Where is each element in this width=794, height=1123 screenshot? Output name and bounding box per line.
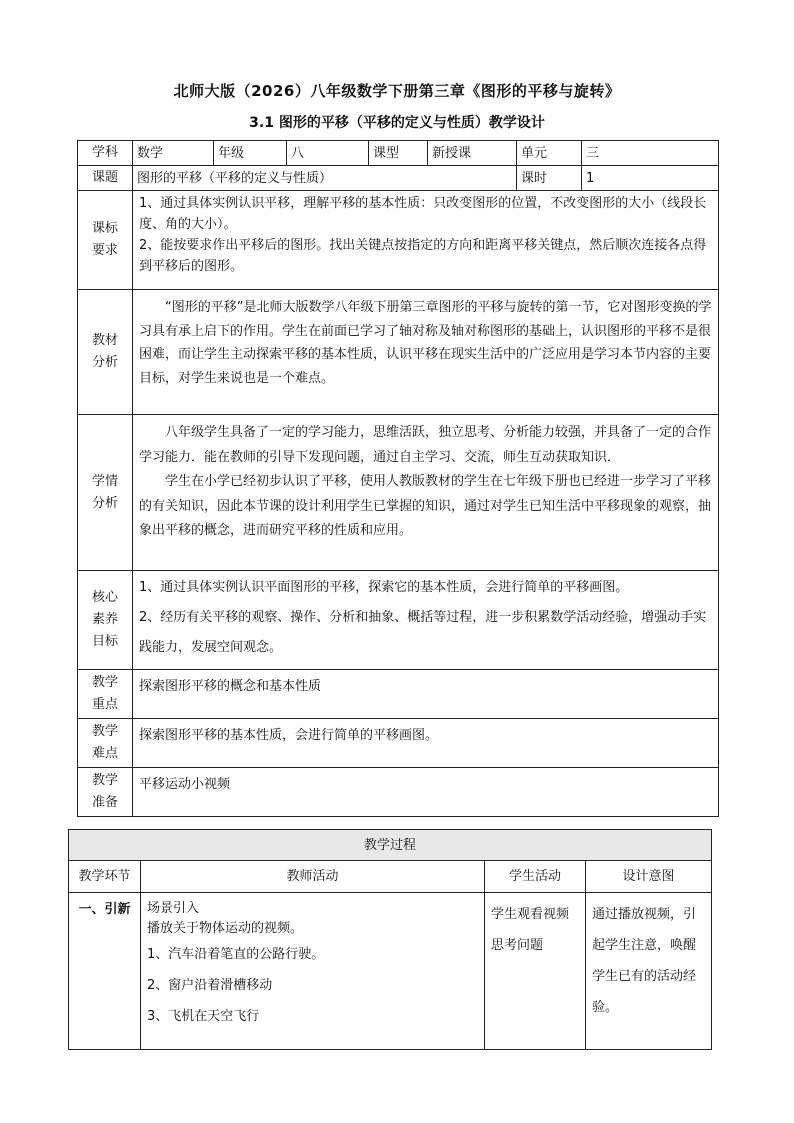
key-text: 探索图形平移的概念和基本性质 [133, 670, 719, 719]
core-item: 2、经历有关平移的观察、操作、分析和抽象、概括等过程，进一步积累数学活动经验，增强动手实践能力，发展空间观念。 [139, 610, 707, 655]
info-row-difficult [78, 719, 719, 768]
process-title-row [69, 830, 712, 861]
core-label: 核心素养目标 [78, 571, 133, 670]
students-text [133, 415, 719, 571]
student-header: 学生活动 [485, 861, 586, 893]
info-row-prep [78, 768, 719, 817]
info-row-topic [78, 166, 719, 191]
students-paragraph: 学生在小学已经初步认识了平移，使用人教版教材的学生在七年级下册也已经进一步学习了平移的有关知识，因此本节课的设计利用学生已掌握的知识，通过对学生已知生活中平移现象的观察，抽象出平移的概念，进而研究平移的性质和应用。 [139, 474, 712, 538]
teacher-line: 场景引入 [147, 901, 200, 916]
teacher-line: 播放关于物体运动的视频。 [147, 921, 304, 936]
unit-label: 单元 [517, 141, 582, 166]
textbook-text [133, 290, 719, 415]
teacher-line: 1、汽车沿着笔直的公路行驶。 [147, 947, 325, 962]
subject-label: 学科 [78, 141, 133, 166]
process-header-row [69, 861, 712, 893]
info-row-key [78, 670, 719, 719]
difficult-label: 教学难点 [78, 719, 133, 768]
hours-value: 1 [582, 166, 719, 191]
topic-label: 课题 [78, 166, 133, 191]
students-label: 学情分析 [78, 415, 133, 571]
teacher-cell [141, 893, 485, 1050]
info-row-basic [78, 141, 719, 166]
subject-value: 数学 [133, 141, 214, 166]
difficult-text: 探索图形平移的基本性质，会进行简单的平移画图。 [133, 719, 719, 768]
teacher-line: 2、窗户沿着滑槽移动 [147, 978, 273, 993]
document-subtitle: 3.1 图形的平移（平移的定义与性质）教学设计 [249, 115, 545, 131]
standard-text [133, 191, 719, 290]
intent-header: 设计意图 [586, 861, 712, 893]
unit-value: 三 [582, 141, 719, 166]
core-item: 1、通过具体实例认识平面图形的平移，探索它的基本性质，会进行简单的平移画图。 [139, 580, 629, 595]
standard-label: 课标要求 [78, 191, 133, 290]
grade-value: 八 [287, 141, 369, 166]
info-row-core [78, 571, 719, 670]
textbook-label: 教材分析 [78, 290, 133, 415]
hours-label: 课时 [517, 166, 582, 191]
type-value: 新授课 [428, 141, 517, 166]
document-title: 北师大版（2026）八年级数学下册第三章《图形的平移与旋转》 [173, 82, 621, 100]
textbook-paragraph: “图形的平移”是北师大版数学八年级下册第三章图形的平移与旋转的第一节，它对图形变换的学习具有承上启下的作用。学生在前面已学习了轴对称及轴对称图形的基础上，认识图形的平移不是很困难，而让学生主动探索平移的基本性质，认识平移在现实生活中的广泛应用是学习本节内容的主要目标，对学生来说也是一个难点。 [139, 300, 712, 386]
process-row [69, 893, 712, 1050]
process-title: 教学过程 [69, 830, 712, 861]
stage-header: 教学环节 [69, 861, 141, 893]
core-text [133, 571, 719, 670]
info-row-students [78, 415, 719, 571]
students-paragraph: 八年级学生具备了一定的学习能力，思维活跃，独立思考、分析能力较强，并具备了一定的合作学习能力．能在教师的引导下发现问题，通过自主学习、交流，师生互动获取知识． [139, 425, 712, 465]
intent-cell: 通过播放视频，引起学生注意，唤醒学生已有的活动经验。 [586, 893, 712, 1050]
teacher-line: 3、飞机在天空飞行 [147, 1009, 260, 1024]
info-row-standard [78, 191, 719, 290]
standard-item: 2、能按要求作出平移后的图形。找出关键点按指定的方向和距离平移关键点，然后顺次连接各点得到平移后的图形。 [139, 238, 707, 274]
prep-label: 教学准备 [78, 768, 133, 817]
stage-cell: 一、引新 [69, 893, 141, 1050]
topic-value: 图形的平移（平移的定义与性质） [133, 166, 517, 191]
type-label: 课型 [369, 141, 428, 166]
teacher-header: 教师活动 [141, 861, 485, 893]
key-label: 教学重点 [78, 670, 133, 719]
teaching-process-table [68, 829, 712, 1050]
student-cell: 学生观看视频思考问题 [485, 893, 586, 1050]
standard-item: 1、通过具体实例认识平移，理解平移的基本性质：只改变图形的位置，不改变图形的大小（线段长度、角的大小）。 [139, 196, 707, 232]
lesson-info-table [77, 140, 719, 817]
prep-text: 平移运动小视频 [133, 768, 719, 817]
info-row-textbook [78, 290, 719, 415]
grade-label: 年级 [214, 141, 287, 166]
